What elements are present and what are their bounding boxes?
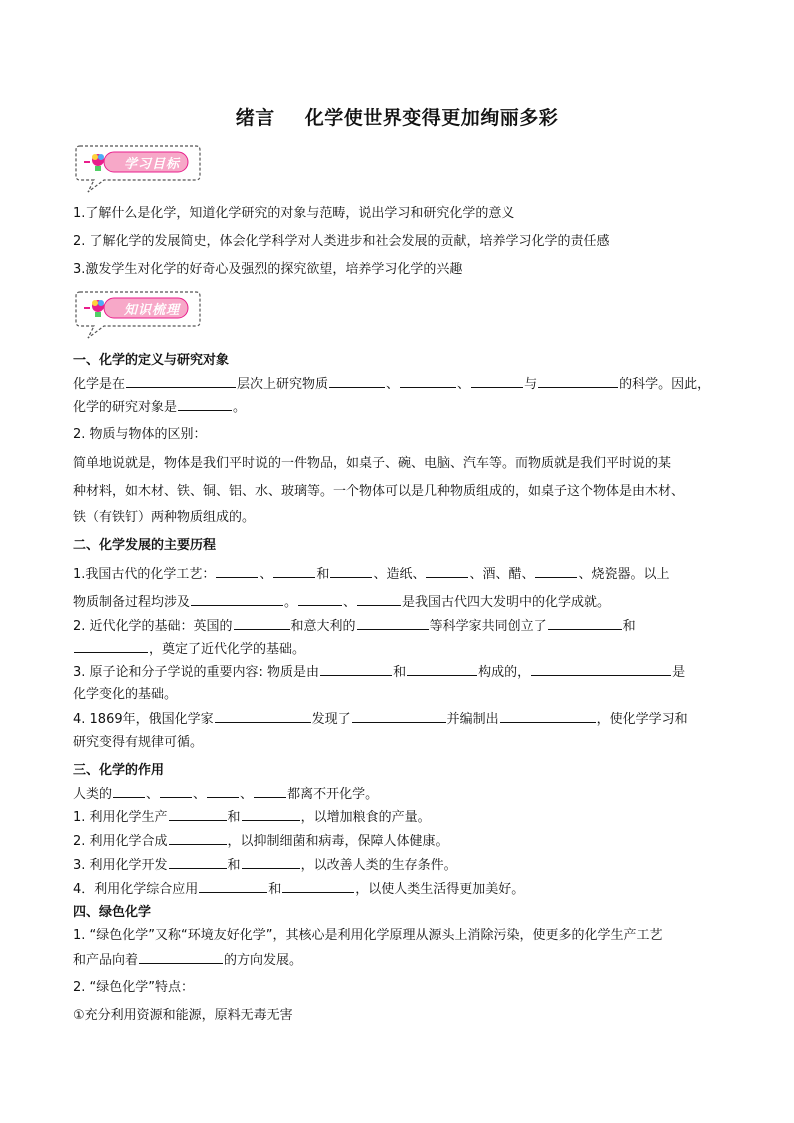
blank[interactable] — [273, 565, 315, 578]
s2-line-3: 2. 近代化学的基础：英国的 和意大利的 等科学家共同创立了 和 — [73, 619, 636, 634]
blank[interactable] — [178, 398, 232, 411]
s2-line-8: 研究变得有规律可循。 — [73, 735, 204, 750]
s1-subheading: 2. 物质与物体的区别： — [73, 427, 207, 442]
blank[interactable] — [216, 565, 258, 578]
section-3-heading: 三、化学的作用 — [73, 763, 165, 778]
s3-line-5: 4．利用化学综合应用 和 ，以使人类生活得更加美好。 — [73, 882, 525, 897]
s2-line-2: 物质制备过程均涉及 。 、 是我国古代四大发明中的化学成就。 — [73, 595, 611, 610]
blank[interactable] — [548, 617, 622, 630]
blank[interactable] — [169, 808, 227, 821]
blank[interactable] — [352, 710, 446, 723]
page-title — [0, 103, 794, 130]
blank[interactable] — [126, 375, 236, 388]
s1-para-3: 铁（有铁钉）两种物质组成的。 — [73, 510, 256, 525]
blank[interactable] — [500, 710, 596, 723]
goal-3: 3.激发学生对化学的好奇心及强烈的探究欲望，培养学习化学的兴趣 — [73, 262, 463, 277]
blank[interactable] — [254, 785, 286, 798]
s4-line-2: 和产品向着 的方向发展。 — [73, 953, 303, 968]
blank[interactable] — [282, 880, 354, 893]
blank[interactable] — [426, 565, 468, 578]
s3-line-3: 2. 利用化学合成 ，以抑制细菌和病毒，保障人体健康。 — [73, 834, 449, 849]
s3-line-2: 1. 利用化学生产 和 ，以增加粮食的产量。 — [73, 810, 431, 825]
s4-line-1: 1. “绿色化学”又称“环境友好化学”，其核心是利用化学原理从源头上消除污染，使更多的化学生产工艺 — [73, 928, 663, 943]
learning-goals-badge — [74, 142, 202, 184]
blank[interactable] — [531, 663, 671, 676]
goal-1: 1.了解什么是化学，知道化学研究的对象与范畴，说出学习和研究化学的意义 — [73, 206, 515, 221]
knowledge-badge — [74, 288, 202, 330]
blank[interactable] — [169, 856, 227, 869]
title-prefix: 绪言 — [235, 107, 275, 129]
s4-line-4: ①充分利用资源和能源，原料无毒无害 — [73, 1008, 293, 1023]
s2-line-6: 化学变化的基础。 — [73, 687, 178, 702]
blank[interactable] — [400, 375, 456, 388]
blank[interactable] — [234, 617, 290, 630]
badge-label: 学习目标 — [124, 157, 181, 172]
blank[interactable] — [242, 856, 300, 869]
blank[interactable] — [329, 375, 385, 388]
blank[interactable] — [160, 785, 192, 798]
blank[interactable] — [199, 880, 267, 893]
s2-line-5: 3. 原子论和分子学说的重要内容: 物质是由 和 构成的， 是 — [73, 665, 686, 680]
s2-line-1: 1.我国古代的化学工艺： 、 和 、造纸、 、酒、醋、 、烧瓷器。以上 — [73, 567, 670, 582]
blank[interactable] — [320, 663, 392, 676]
s1-para-1: 简单地说就是，物体是我们平时说的一件物品，如桌子、碗、电脑、汽车等。而物质就是我们平时说的某 — [73, 456, 672, 471]
blank[interactable] — [538, 375, 618, 388]
blank[interactable] — [330, 565, 372, 578]
blank[interactable] — [191, 593, 283, 606]
blank[interactable] — [242, 808, 300, 821]
s4-line-3: 2. “绿色化学”特点： — [73, 980, 195, 995]
blank[interactable] — [407, 663, 477, 676]
blank[interactable] — [139, 951, 223, 964]
s3-line-1: 人类的 、 、 、 都离不开化学。 — [73, 787, 379, 802]
blank[interactable] — [113, 785, 145, 798]
s2-line-4: ，奠定了近代化学的基础。 — [73, 640, 733, 659]
blank[interactable] — [215, 710, 311, 723]
blank[interactable] — [535, 565, 577, 578]
section-1-heading: 一、化学的定义与研究对象 — [73, 353, 230, 368]
s1-line-1: 化学是在 层次上研究物质 、 、 与 的科学。因此， — [73, 377, 711, 392]
badge-label: 知识梳理 — [124, 303, 181, 318]
blank[interactable] — [471, 375, 523, 388]
goal-2: 2. 了解化学的发展简史，体会化学科学对人类进步和社会发展的贡献，培养学习化学的责任感 — [73, 234, 610, 249]
s1-line-2: 化学的研究对象是 。 — [73, 400, 247, 415]
section-2-heading: 二、化学发展的主要历程 — [73, 538, 217, 553]
blank[interactable] — [169, 832, 227, 845]
s3-line-4: 3. 利用化学开发 和 ，以改善人类的生存条件。 — [73, 858, 457, 873]
section-4-heading: 四、绿色化学 — [73, 905, 152, 920]
blank[interactable] — [207, 785, 239, 798]
s2-line-7: 4. 1869年，俄国化学家 发现了 并编制出 ，使化学学习和 — [73, 712, 688, 727]
blank[interactable] — [357, 617, 429, 630]
title-main: 化学使世界变得更加绚丽多彩 — [304, 107, 559, 129]
blank[interactable] — [74, 640, 148, 653]
s1-para-2: 种材料，如木材、铁、铜、铝、水、玻璃等。一个物体可以是几种物质组成的，如桌子这个物体是由木材、 — [73, 484, 685, 499]
blank[interactable] — [298, 593, 342, 606]
blank[interactable] — [357, 593, 401, 606]
